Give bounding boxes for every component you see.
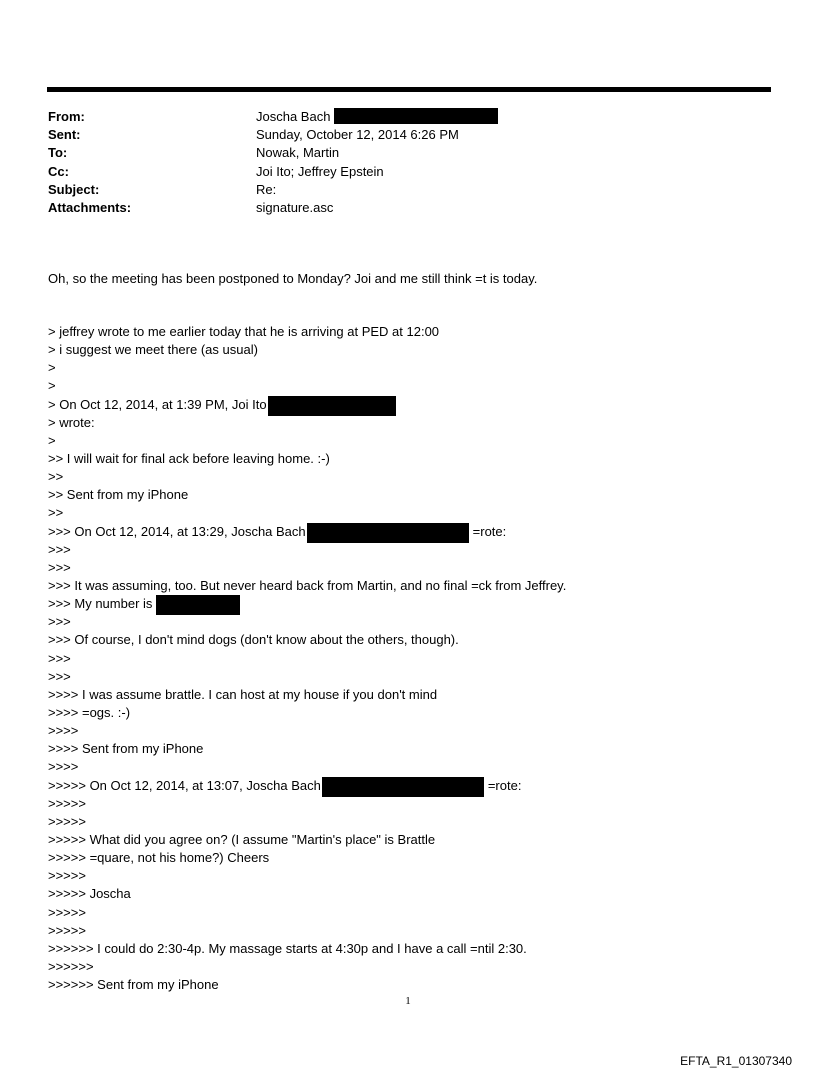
quoted-body — [48, 323, 566, 994]
body-line: >>>>> — [48, 813, 86, 829]
body-line: >> I will wait for final ack before leaving home. :-) — [48, 450, 330, 466]
redaction-block — [156, 595, 240, 615]
rote-suffix: =rote: — [487, 777, 522, 793]
body-line: >>> — [48, 668, 71, 684]
cc-value: Joi Ito; Jeffrey Epstein — [256, 163, 384, 179]
from-label: From: — [48, 109, 85, 124]
sent-label: Sent: — [48, 127, 81, 143]
redaction-block — [322, 777, 484, 797]
body-line-text: >>> On Oct 12, 2014, at 13:29, Joscha Bach — [48, 523, 306, 539]
body-line: > wrote: — [48, 414, 95, 430]
body-line-text: >>> My number is — [48, 596, 153, 612]
from-value — [256, 108, 498, 126]
body-line — [48, 595, 566, 613]
body-line: >>>>>> — [48, 958, 94, 974]
body-line: >>>> =ogs. :-) — [48, 704, 131, 720]
body-line — [48, 396, 566, 414]
body-line: >>>>> =quare, not his home?) Cheers — [48, 850, 270, 866]
header-rule — [47, 87, 771, 92]
body-line: > i suggest we meet there (as usual) — [48, 342, 258, 358]
from-name: Joscha Bach — [256, 109, 331, 124]
body-line: >>> It was assuming, too. But never heard back from Martin, and no final =ck from Jeffrey. — [48, 577, 567, 593]
body-line — [48, 777, 566, 795]
bates-number: EFTA_R1_01307340 — [680, 1054, 792, 1068]
redaction-block — [334, 108, 498, 124]
body-line: >>>>> What did you agree on? (I assume "Martin's place" is Brattle — [48, 831, 436, 847]
body-line: >>>>> — [48, 868, 86, 884]
page-number: 1 — [405, 995, 411, 1007]
body-line-text: > On Oct 12, 2014, at 1:39 PM, Joi Ito — [48, 396, 267, 412]
body-line: >> — [48, 469, 64, 485]
body-line: >>>> — [48, 723, 79, 739]
body-line: >>>>> — [48, 922, 86, 938]
attachments-label: Attachments: — [48, 199, 132, 215]
body-line: >> — [48, 505, 64, 521]
body-line: >>>>>> Sent from my iPhone — [48, 977, 219, 993]
body-line: >>> — [48, 614, 71, 630]
body-line: >>>>>> I could do 2:30-4p. My massage starts at 4:30p and I have a call =ntil 2:30. — [48, 940, 527, 956]
body-line-text: >>>>> On Oct 12, 2014, at 13:07, Joscha Bach — [48, 777, 321, 793]
body-line: > — [48, 378, 56, 394]
body-line: >>> — [48, 559, 71, 575]
sent-value: Sunday, October 12, 2014 6:26 PM — [256, 127, 459, 143]
body-line: >>>> — [48, 759, 79, 775]
body-line: > jeffrey wrote to me earlier today that he is arriving at PED at 12:00 — [48, 324, 440, 339]
body-line — [48, 523, 566, 541]
to-value: Nowak, Martin — [256, 145, 340, 161]
redaction-block — [307, 523, 469, 543]
subject-value: Re: — [256, 181, 277, 197]
body-line: >>>>> — [48, 795, 86, 811]
body-line: >>>>> Joscha — [48, 886, 131, 902]
rote-suffix: =rote: — [472, 523, 507, 539]
attachments-value: signature.asc — [256, 199, 334, 215]
body-line: > — [48, 432, 56, 448]
body-line: >>>>> — [48, 904, 86, 920]
body-line: >>>> Sent from my iPhone — [48, 741, 204, 757]
body-line: >>> — [48, 650, 71, 666]
body-line: >>> — [48, 541, 71, 557]
body-line: >>> Of course, I don't mind dogs (don't know about the others, though). — [48, 632, 459, 648]
to-label: To: — [48, 145, 68, 161]
cc-label: Cc: — [48, 163, 69, 179]
body-line: >> Sent from my iPhone — [48, 487, 189, 503]
message-intro: Oh, so the meeting has been postponed to Monday? Joi and me still think =t is today. — [48, 271, 538, 286]
redaction-block — [268, 396, 396, 416]
subject-label: Subject: — [48, 181, 100, 197]
body-line: >>>> I was assume brattle. I can host at my house if you don't mind — [48, 686, 438, 702]
body-line: > — [48, 360, 56, 376]
